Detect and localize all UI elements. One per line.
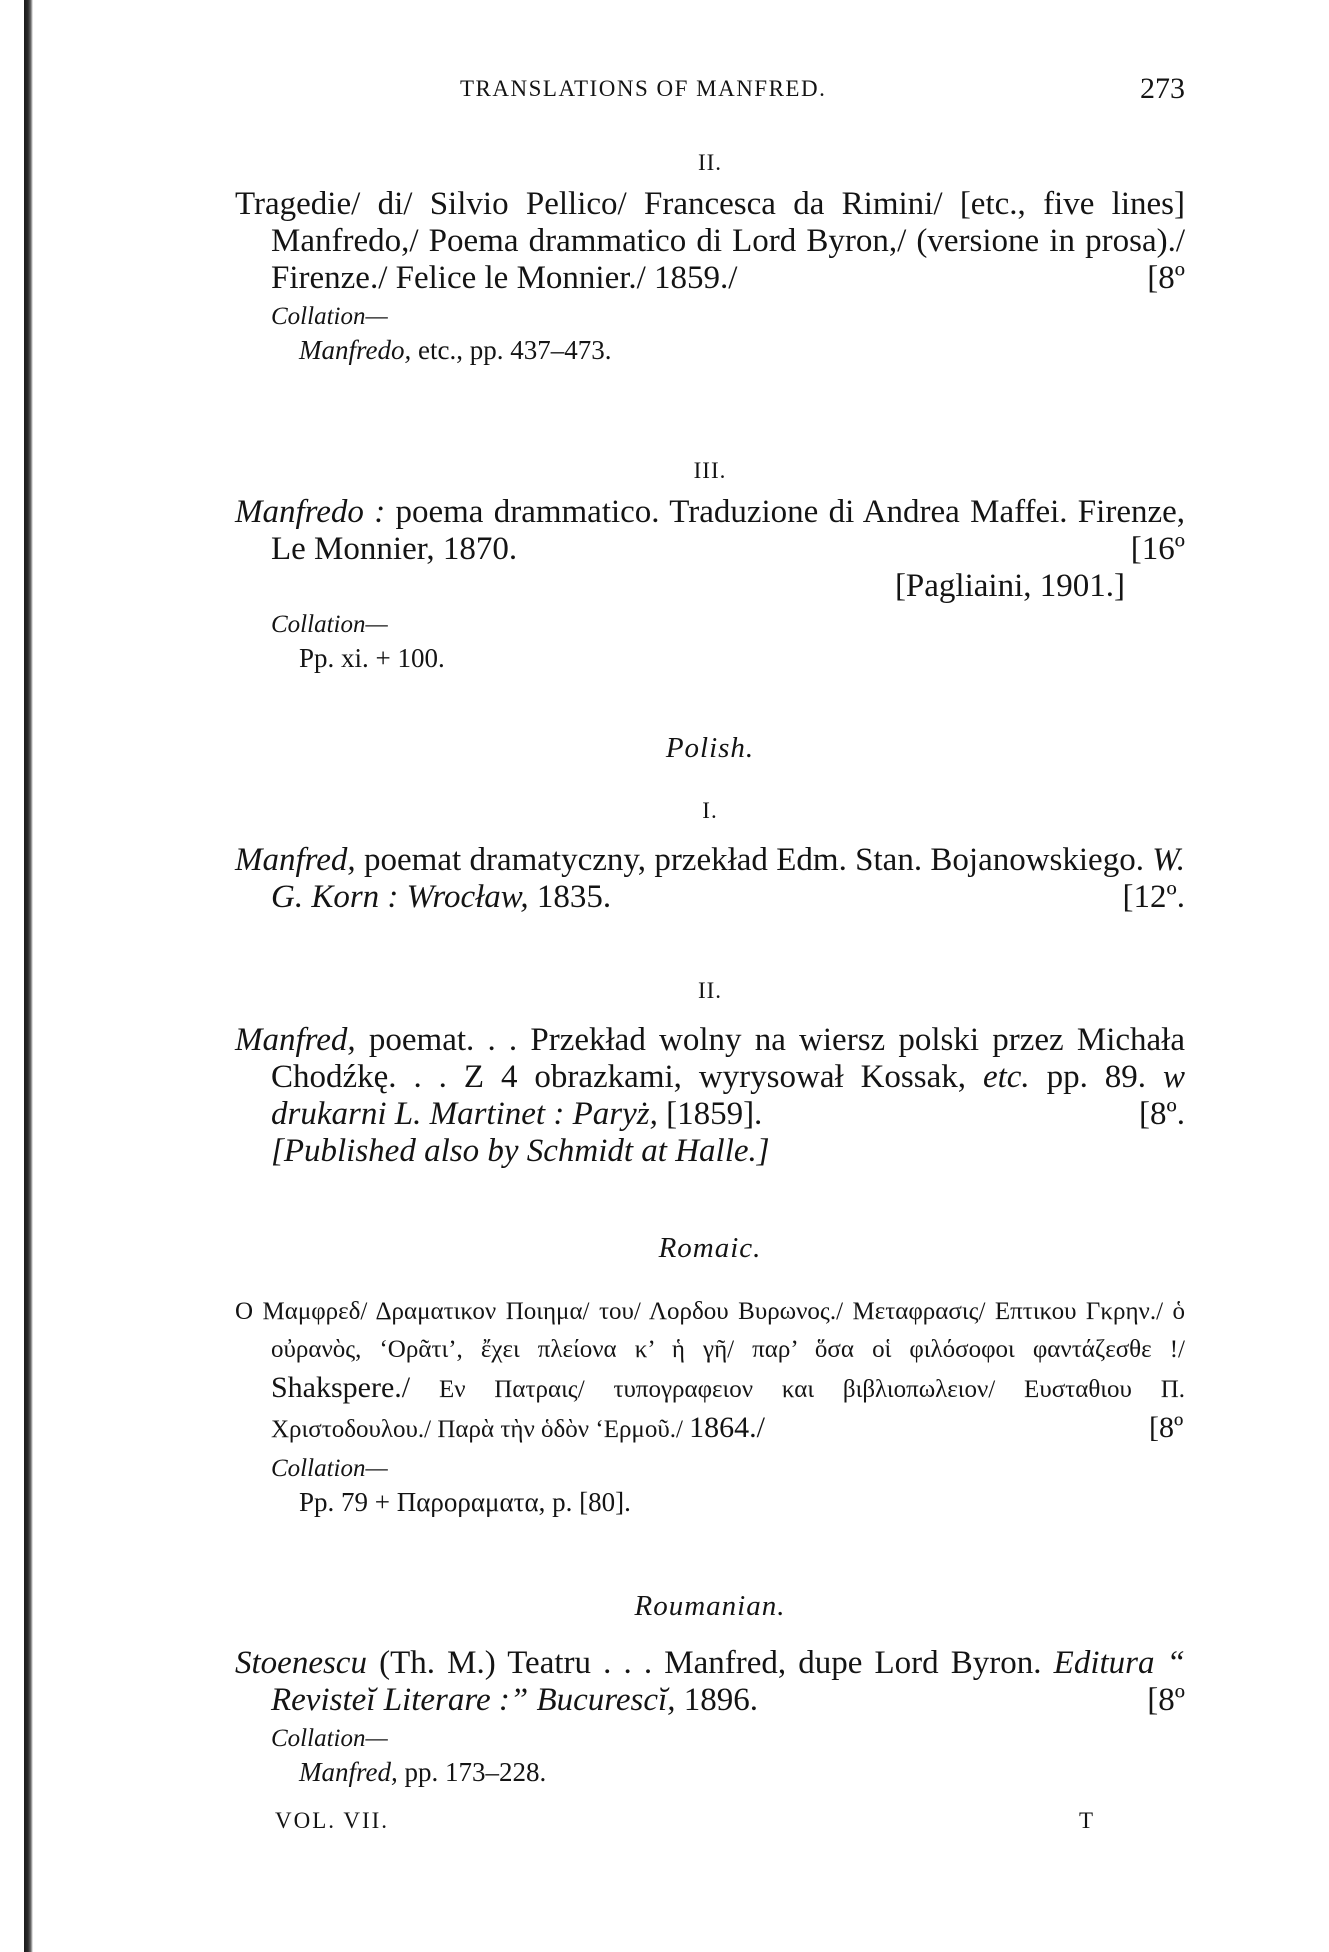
entry-body-shakspere: Shakspere./ xyxy=(271,1371,411,1404)
entry-title: Manfred, xyxy=(235,1022,356,1058)
polish-section xyxy=(235,732,1185,765)
entry-text xyxy=(235,1022,1185,1170)
italian-entry-3 xyxy=(235,458,1185,674)
entry-note: [Published also by Schmidt at Halle.] xyxy=(271,1133,770,1169)
entry-format: [16º xyxy=(1130,531,1185,567)
collation-label: Collation— xyxy=(271,1455,388,1482)
book-page xyxy=(235,0,1185,1952)
polish-entry-1 xyxy=(235,798,1185,916)
entry-author: Stoenescu xyxy=(235,1645,367,1681)
running-head xyxy=(235,72,1185,116)
collation-label: Collation— xyxy=(271,1725,388,1752)
entry-format: [8º xyxy=(1147,1682,1185,1718)
entry-publisher: w drukarni L. Martinet : Paryż, xyxy=(271,1059,1185,1132)
entry-publisher: W. G. Korn : Wrocław, xyxy=(271,842,1186,915)
roumanian-section xyxy=(235,1590,1185,1788)
page-number: 273 xyxy=(1140,72,1185,105)
entry-text: Ο Μαμφρεδ/ Δραματικον Ποιημα/ του/ Λορδου Βυρωνος./ Μεταφρασις/ Επτικου Γκρην./ ὁ οὐρανὸς, ‘Ορᾶτι’, ἔχει πλείονα κ’ ἡ γῆ/ παρ’ ὅσα οἱ φιλόσοφοι φαντάζεσθε !/ Shakspere./ Εν Πατραις/ τυπογραφειον και βιβλιοπωλειον/ Ευσταθιου Π. Χριστοδουλου./ Παρὰ τὴν ὁδὸν ‘Ερμοῦ./ 1864./ [8º xyxy=(235,1298,1185,1444)
running-title: TRANSLATIONS OF MANFRED. xyxy=(460,76,827,101)
page-footer xyxy=(275,1808,1175,1834)
entry-title: Manfredo : xyxy=(235,494,386,530)
collation-value xyxy=(235,1757,1185,1788)
entry-body: poema drammatico. Traduzione di Andrea Maffei. Firenze, Le Monnier, 1870. xyxy=(271,494,1186,567)
language-heading: Polish. xyxy=(665,732,755,764)
entry-format: [12º. xyxy=(1122,879,1185,915)
entry-publisher: Editura “ Revisteĭ Literare :” Bucurescĭ, xyxy=(271,1645,1185,1718)
entry-text xyxy=(235,186,1185,297)
entry-year: 1835. xyxy=(536,879,612,915)
entry-body: poemat. . . Przekład wolny na wiersz polski przez Michała Chodźkę. . . Z 4 obrazkami, wyrysował Kossak, xyxy=(271,1022,1185,1095)
entry-number: II. xyxy=(697,150,723,175)
entry-body: (Th. M.) Teatru . . . Manfred, dupe Lord Byron. xyxy=(379,1645,1042,1681)
collation-pages: etc., pp. 437–473. xyxy=(417,335,612,365)
entry-text xyxy=(235,1645,1185,1719)
language-heading: Roumanian. xyxy=(634,1590,786,1622)
entry-body-greek-1: Ο Μαμφρεδ/ Δραματικον Ποιημα/ του/ Λορδου Βυρωνος./ Μεταφρασις/ Επτικου Γκρην./ ὁ οὐρανὸς, ‘Ορᾶτι’, ἔχει πλείονα κ’ ἡ γῆ/ παρ’ ὅσα οἱ φιλόσοφοι φαντάζεσθε !/ xyxy=(235,1298,1185,1363)
entry-number: I. xyxy=(702,798,718,823)
entry-number: III. xyxy=(693,458,727,483)
entry-text xyxy=(235,842,1185,916)
entry-format: [8º. xyxy=(1139,1096,1185,1132)
collation-title: Manfredo, xyxy=(299,335,412,365)
collation-label: Collation— xyxy=(271,303,388,330)
volume-label: VOL. VII. xyxy=(275,1808,390,1833)
entry-body: Tragedie/ di/ Silvio Pellico/ Francesca da Rimini/ [etc., five lines] Manfredo,/ Poema drammatico di Lord Byron,/ (versione in prosa)./ Firenze./ Felice le Monnier./ 1859./ xyxy=(235,186,1185,296)
collation-value: Pp. 79 + Παροραματα, p. [80]. xyxy=(299,1487,631,1517)
entry-number: II. xyxy=(697,978,723,1003)
collation-pages: pp. 173–228. xyxy=(404,1757,547,1787)
collation-value: Pp. xi. + 100. xyxy=(299,643,445,673)
polish-entry-2 xyxy=(235,978,1185,1170)
collation-title: Manfred, xyxy=(299,1757,398,1787)
romaic-section xyxy=(235,1232,1185,1518)
entry-body-greek-2: Εν Πατραις/ τυπογραφειον και βιβλιοπωλειον/ Ευσταθιου Π. Χριστοδουλου./ Παρὰ τὴν ὁδὸν ‘Ερμοῦ./ xyxy=(271,1376,1185,1443)
entry-year: 1896. xyxy=(683,1682,758,1718)
italian-entry-2 xyxy=(235,150,1185,366)
entry-body: poemat dramatyczny, przekład Edm. Stan. Bojanowskiego. xyxy=(364,842,1144,878)
entry-title: Manfred, xyxy=(235,842,356,878)
entry-reference: [Pagliaini, 1901.] xyxy=(894,568,1125,604)
entry-pages: pp. 89. xyxy=(1046,1059,1147,1095)
entry-year: 1864./ xyxy=(689,1411,766,1444)
language-heading: Romaic. xyxy=(658,1232,762,1264)
entry-format: [8º xyxy=(1147,260,1185,296)
collation-value xyxy=(235,335,1185,366)
entry-year: [1859]. xyxy=(666,1096,763,1132)
collation-label: Collation— xyxy=(271,611,388,638)
signature-mark: T xyxy=(1078,1808,1095,1833)
entry-etc: etc. xyxy=(982,1059,1030,1095)
entry-text xyxy=(235,494,1185,568)
scan-binding-edge xyxy=(24,0,33,1952)
